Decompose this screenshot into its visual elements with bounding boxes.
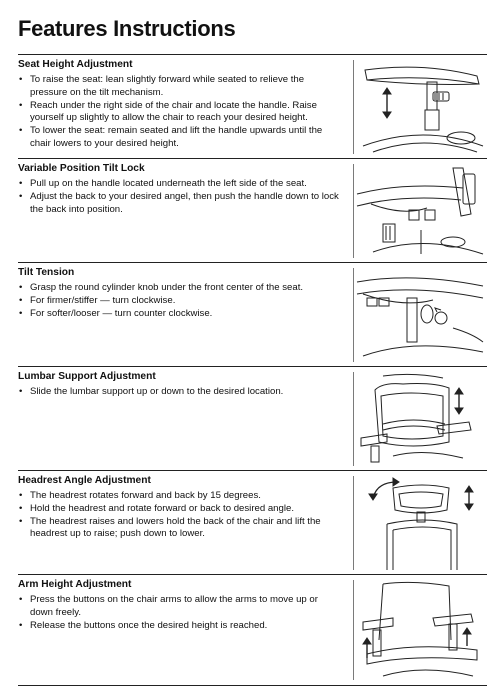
section-title: Variable Position Tilt Lock <box>18 163 145 174</box>
seat-height-illustration <box>353 60 487 154</box>
list-item: • Pull up on the handle located underneath the left side of the seat. <box>18 178 343 191</box>
headrest-illustration-frame <box>353 476 487 570</box>
list-item: • For softer/looser — turn counter clockwise. <box>18 308 343 321</box>
section-arm-height <box>18 574 487 686</box>
seat-height-illustration-frame <box>353 60 487 154</box>
lumbar-support-illustration <box>353 372 487 466</box>
instruction-list <box>18 490 343 541</box>
list-item: • Release the buttons once the desired height is reached. <box>18 620 343 633</box>
instruction-list <box>18 178 343 216</box>
tilt-tension-illustration-frame <box>353 268 487 362</box>
list-item: • The headrest rotates forward and back by 15 degrees. <box>18 490 343 503</box>
list-item: • Adjust the back to your desired angel, then push the handle down to lock the back into position. <box>18 191 343 217</box>
list-item: • For firmer/stiffer — turn clockwise. <box>18 295 343 308</box>
lumbar-support-illustration-frame <box>353 372 487 466</box>
headrest-illustration <box>353 476 487 570</box>
instruction-list <box>18 386 343 399</box>
tilt-tension-illustration <box>353 268 487 362</box>
page-title: Features Instructions <box>18 16 236 41</box>
section-title: Seat Height Adjustment <box>18 59 133 70</box>
instruction-list <box>18 74 343 151</box>
section-title: Tilt Tension <box>18 267 75 278</box>
section-title: Lumbar Support Adjustment <box>18 371 156 382</box>
list-item: • To raise the seat: lean slightly forward while seated to relieve the pressure on the tilt mechanism. <box>18 74 343 100</box>
list-item: • Reach under the right side of the chair and locate the handle. Raise yourself up slightly to allow the chair to reach your desired height. <box>18 100 343 126</box>
instruction-list <box>18 594 343 632</box>
list-item: • Press the buttons on the chair arms to allow the arms to move up or down freely. <box>18 594 343 620</box>
tilt-lock-illustration <box>353 164 487 258</box>
section-headrest <box>18 470 487 575</box>
arm-height-illustration <box>353 580 487 680</box>
list-item: • The headrest raises and lowers hold the back of the chair and lift the headrest up to raise; push down to lower. <box>18 516 343 542</box>
arm-height-illustration-frame <box>353 580 487 680</box>
section-title: Arm Height Adjustment <box>18 579 132 590</box>
section-seat-height <box>18 54 487 159</box>
section-tilt-lock <box>18 158 487 263</box>
section-title: Headrest Angle Adjustment <box>18 475 151 486</box>
section-tilt-tension <box>18 262 487 367</box>
list-item: • Grasp the round cylinder knob under the front center of the seat. <box>18 282 343 295</box>
list-item: • Slide the lumbar support up or down to the desired location. <box>18 386 343 399</box>
section-lumbar <box>18 366 487 471</box>
list-item: • Hold the headrest and rotate forward or back to desired angle. <box>18 503 343 516</box>
instruction-list <box>18 282 343 320</box>
tilt-lock-illustration-frame <box>353 164 487 258</box>
list-item: • To lower the seat: remain seated and lift the handle upwards until the chair lowers to your desired height. <box>18 125 343 151</box>
